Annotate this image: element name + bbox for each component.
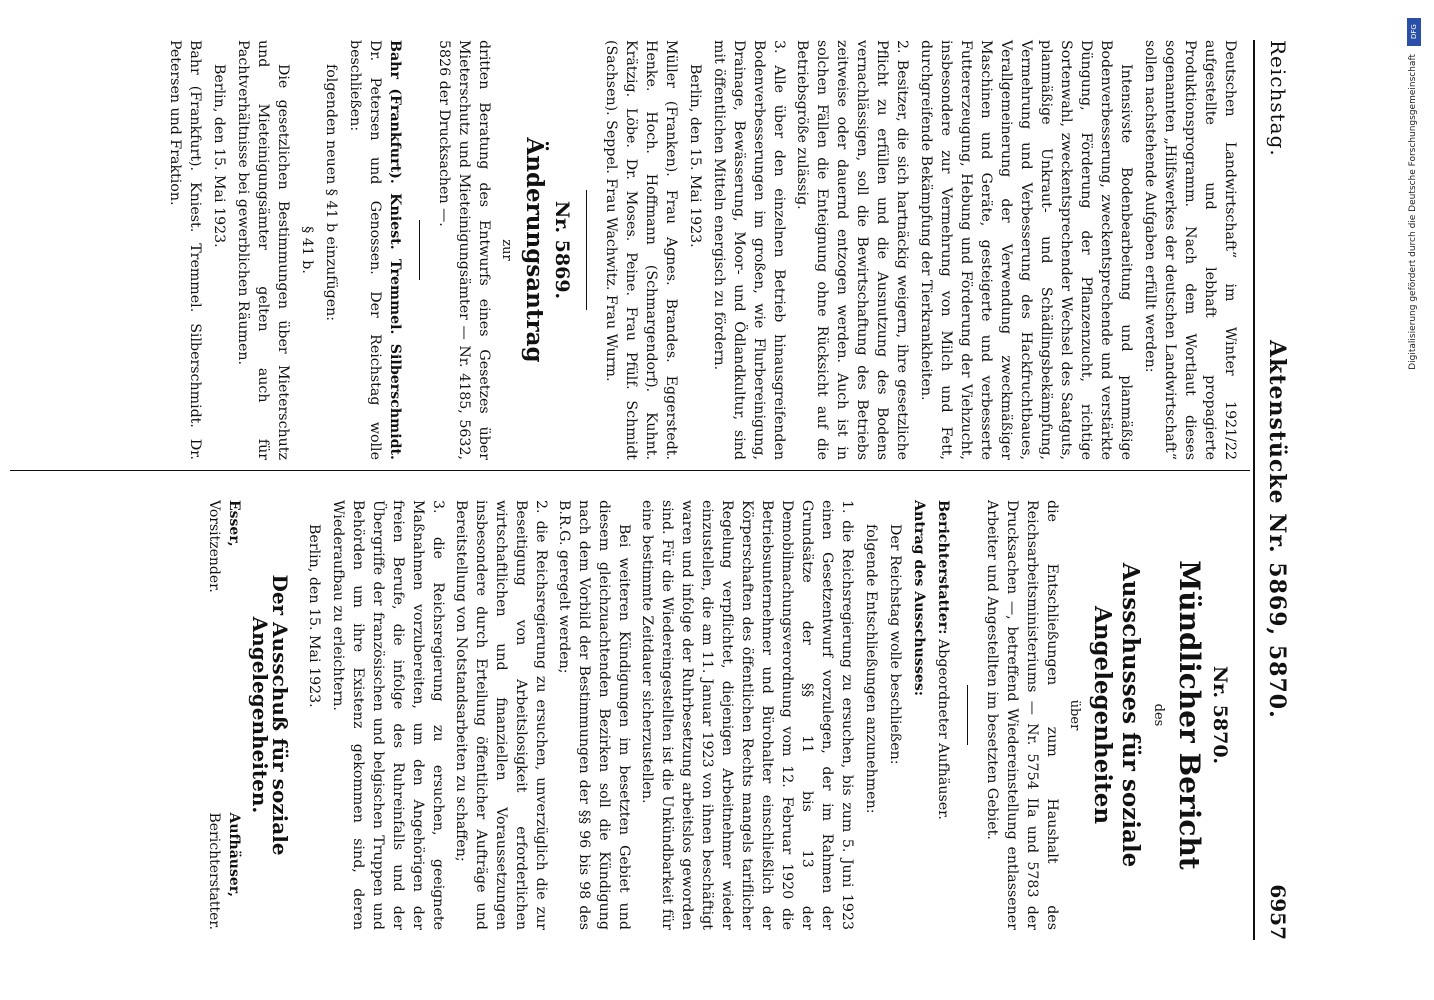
intro-paragraph: Deutschen Landwirtschaft“ im Winter 1921/22 aufgestellte und lebhaft propagierte Produktionsprogramm. Nach dem Wortlaut dieses sogenannten „Hilfswerkes der deutschen Landwirtschaft“ sollen nachstehende Aufgaben erfüllt werden: bbox=[1142, 40, 1238, 460]
motion-intro-text: Dr. Petersen und Genossen. Der Reichstag wolle beschließen: bbox=[347, 40, 383, 460]
subject-text: dritten Beratung des Entwurfs eines Gesetzes über Mieterschutz und Mieteinigungsämter — Nr. 4185, 5632, 5826 der Drucksachen —. bbox=[436, 40, 492, 460]
right-item-list bbox=[328, 500, 857, 930]
separator bbox=[419, 220, 420, 280]
ueber-label: über bbox=[1067, 699, 1082, 731]
item-number: 2. bbox=[894, 40, 910, 54]
item-number: 3. bbox=[430, 500, 446, 514]
insert-text: folgenden neuen § 41 b einzufügen: bbox=[323, 64, 339, 322]
item-text: die Reichsregierung zu ersuchen, bis zum 5. Juni 1923 einen Gesetzentwurf vorzulegen, der im Rahmen der Grundsätze der §§ 11 bis 13 der Demobilmachungsverordnung vom 12. Februar 1920 die Betriebsunternehmer und Bürohalter einschließlich der Körperschaften des öffentlichen Rechts mangels tariflicher Regelung verpflichtet, diejenigen Arbeitnehmer wieder einzustellen, die am 11. Januar 1923 von ihnen beschäftigt waren und infolge der Ruhrbesetzung arbeitslos geworden sind. Für die Wiedereingestellten ist die Unkündbarkeit für eine bestimmte Zeitdauer sicherzustellen. bbox=[639, 500, 855, 930]
item-text: Alle über den einzelnen Betrieb hinausgreifenden Bodenverbesserungen im großen, wie Flurbereinigung, Drainage, Bewässerung, Moor- und Ödlandkultur, sind mit öffentlichen Mitteln energisch zu fördern. bbox=[711, 40, 787, 460]
signers: Bahr (Frankfurt). Kniest. Tremmel. Silberschmidt. Dr. Petersen und Fraktion. bbox=[167, 40, 203, 460]
program-paragraph: Intensivste Bodenbearbeitung und planmäßige Bodenverbesserung, zweckentsprechende und verstärkte Düngung, Förderung der Pflanzenzucht, richtige Sortenwahl, zweckentsprechender Wechsel des Saatguts, planmäßige Unkraut- und Schädlingsbekämpfung, Vermehrung und Verbesserung des Hackfruchtbaues, Verallgemeinerung der Verwendung zweckmäßiger Maschinen und Geräte, gesteigerte und verbesserte Futtererzeugung, Hebung und Förderung der Viehzucht, insbesondere zur Vermehrung von Milch und Fett, durchgreifende Bekämpfung der Tierkrankheiten. bbox=[918, 40, 1134, 460]
reporter-name: Abgeordneter Aufhäuser. bbox=[935, 639, 951, 820]
separator bbox=[586, 190, 587, 310]
item-text: die Reichsregierung zu ersuchen, geeignete Maßnahmen vorzubereiten, um den Angehörigen der freien Berufe, die infolge des Ruhreinfalls und der Übergriffe der französischen und belgischen Truppen und Behörden um ihre Existenz gekommen sind, deren Wiederaufbau zu erleichtern. bbox=[330, 500, 446, 931]
list-item bbox=[328, 500, 448, 930]
item-text: die Reichsregierung zu ersuchen, unverzüglich die zur Beseitigung von Arbeitslosigkeit erforderlichen wirtschaftlichen und finanziellen Voraussetzungen insbesondere durch Erteilung öffentlicher Aufträge und Bereitstellung von Notstandsarbeiten zu schaffen; bbox=[453, 500, 549, 931]
left-column bbox=[161, 40, 1240, 460]
header-rule bbox=[1253, 40, 1255, 940]
dfg-logo: DFG bbox=[1407, 18, 1421, 46]
chair-name: Esser, bbox=[226, 500, 242, 547]
chair-role: Vorsitzender. bbox=[206, 500, 222, 593]
paragraph-label: § 41 b. bbox=[299, 226, 315, 274]
motion-intro bbox=[345, 40, 405, 460]
digitization-note: Digitalisierung gefördert durch die Deutsche Forschungsgemeinschaft bbox=[1408, 54, 1418, 370]
separator bbox=[967, 685, 968, 745]
paragraph-text: Die gesetzlichen Bestimmungen über Mieterschutz und Mieteinigungsämter gelten auch für Pachtverhältnisse bei gewerblichen Räumen. bbox=[235, 40, 291, 460]
chair-signature bbox=[204, 500, 244, 593]
zur-label: zur bbox=[499, 239, 514, 261]
item-number: 1. bbox=[839, 500, 855, 514]
adopt-text: folgende Entschließungen anzunehmen: bbox=[863, 524, 879, 814]
item-number: 3. bbox=[771, 40, 787, 54]
list-item bbox=[792, 40, 912, 460]
motion-signers: Bahr (Frankfurt). Kniest. Tremmel. Silberschmidt. bbox=[387, 40, 403, 460]
header-left: Reichstag. bbox=[1266, 40, 1290, 157]
column-divider bbox=[10, 470, 1250, 471]
right-column bbox=[204, 500, 1240, 930]
reporter-signature bbox=[204, 812, 244, 930]
committee-title: Ausschusses für soziale Angelegenheiten bbox=[1089, 562, 1144, 868]
signers: Müller (Franken). Frau Agnes. Brandes. Eggerstedt. Henke. Hoch. Hoffmann (Schmargendorf). Kuhnt. Krätzig. Löbe. Dr. Moses. Peine. Frau Pfülf. Schmidt (Sachsen). Seppel. Frau Wachwitz. Frau Wurm. bbox=[603, 40, 679, 460]
page-header bbox=[1260, 40, 1290, 940]
report-title: Mündlicher Bericht bbox=[1173, 560, 1206, 870]
header-center: Aktenstücke Nr. 5869, 5870. bbox=[1264, 340, 1290, 719]
des-label: des bbox=[1151, 703, 1166, 727]
date-line: Berlin, den 15. Mai 1923. bbox=[306, 524, 322, 708]
doc-title: Änderungsantrag bbox=[521, 137, 548, 363]
reporter-label: Berichterstatter: bbox=[935, 500, 951, 635]
doc-number: Nr. 5870. bbox=[1209, 665, 1231, 765]
committee-name: Der Ausschuß für soziale Angelegenheiten. bbox=[248, 574, 292, 856]
date-line: Berlin, den 15. Mai 1923. bbox=[687, 64, 703, 248]
item-number: 2. bbox=[533, 500, 549, 514]
motion-intro: Der Reichstag wolle beschließen: bbox=[887, 524, 903, 765]
reporter-role: Berichterstatter. bbox=[206, 812, 222, 930]
date-line: Berlin, den 15. Mai 1923. bbox=[211, 64, 227, 248]
subject-text: die Entschließungen zum Haushalt des Reichsarbeitsministeriums — Nr. 5754 IIa und 5783 der Drucksachen —, betreffend Wiedereinstellung entlassener Arbeiter und Angestellten im besetzten Gebiet. bbox=[984, 500, 1060, 930]
digitization-sidebar bbox=[1404, 10, 1424, 990]
left-item-list bbox=[709, 40, 912, 460]
motion-title: Antrag des Ausschusses: bbox=[911, 500, 927, 697]
reporter-sig-name: Aufhäuser, bbox=[226, 812, 242, 897]
list-item bbox=[554, 500, 634, 930]
reporter-line bbox=[933, 500, 953, 930]
signature-block bbox=[204, 500, 244, 930]
list-item bbox=[709, 40, 789, 460]
item-text: Bei weiteren Kündigungen im besetzten Gebiet und diesem gleichzuachtenden Bezirken soll die Kündigung nach dem Vorbild der Bestimmungen der §§ 96 bis 98 des B.R.G. geregelt werden; bbox=[556, 500, 632, 930]
page-number: 6957 bbox=[1266, 884, 1290, 940]
list-item bbox=[637, 500, 857, 930]
doc-number: Nr. 5869. bbox=[551, 200, 573, 300]
list-item bbox=[451, 500, 551, 930]
item-text: Besitzer, die sich hartnäckig weigern, ihre gesetzliche Pflicht zu erfüllen und die Ausnutzung des Bodens vernachlässigen, soll die Bewirtschaftung des Betriebs zeitweise oder dauernd entzogen werden. Auch ist in solchen Fällen die Enteignung ohne Rücksicht auf die Betriebsgröße zulässig. bbox=[794, 40, 910, 461]
